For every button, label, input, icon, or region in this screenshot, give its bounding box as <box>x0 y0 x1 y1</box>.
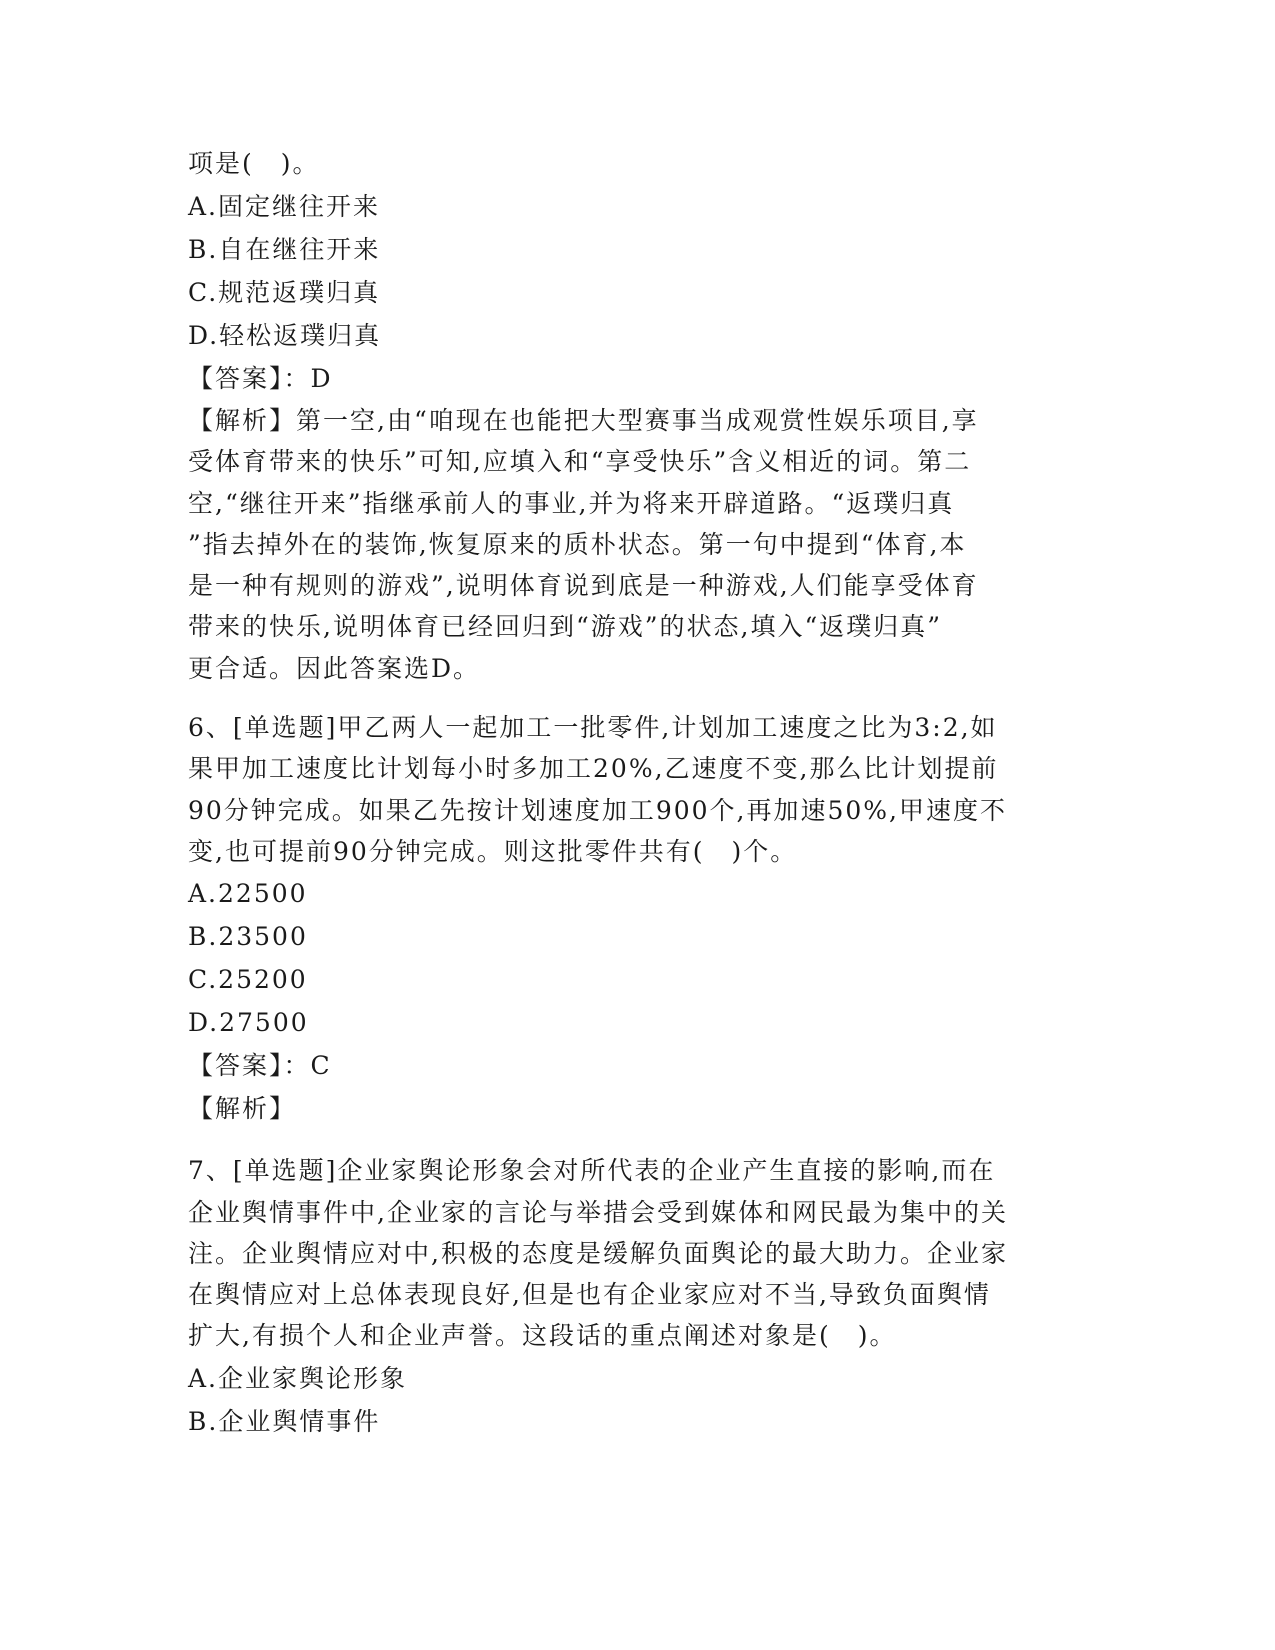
option-b: B.自在继往开来 <box>188 235 381 264</box>
analysis-line: 更合适。因此答案选D。 <box>188 653 481 683</box>
analysis-line: ”指去掉外在的装饰,恢复原来的质朴状态。第一句中提到“体育,本 <box>188 529 967 559</box>
analysis-line: 受体育带来的快乐”可知,应填入和“享受快乐”含义相近的词。第二 <box>188 447 972 477</box>
answer-line: 【答案】：D <box>188 364 333 393</box>
option-c: C.规范返璞归真 <box>188 278 381 307</box>
question-stem-line: 在舆情应对上总体表现良好,但是也有企业家应对不当,导致负面舆情 <box>188 1280 991 1310</box>
option-b: B.企业舆情事件 <box>188 1406 381 1436</box>
option-a: A.22500 <box>188 879 308 909</box>
option-d: D.轻松返璞归真 <box>188 321 382 350</box>
option-b: B.23500 <box>188 922 308 952</box>
question-7 <box>188 1150 1068 1442</box>
analysis-block <box>188 400 1068 689</box>
analysis-label: 【解析】 <box>188 1094 297 1124</box>
option-a: A.固定继往开来 <box>188 192 381 221</box>
question-stem-line: 果甲加工速度比计划每小时多加工20%,乙速度不变,那么比计划提前 <box>188 754 999 784</box>
question-stem-line: 变,也可提前90分钟完成。则这批零件共有( )个。 <box>188 836 798 866</box>
question-6 <box>188 707 1068 1130</box>
question-stem-tail: 项是( )。 <box>188 149 320 178</box>
document-content <box>188 142 1068 1443</box>
analysis-line: 空,“继往开来”指继承前人的事业,并为将来开辟道路。“返璞归真 <box>188 488 955 518</box>
question-5 <box>188 142 1068 689</box>
question-stem-line: 90分钟完成。如果乙先按计划速度加工900个,再加速50%,甲速度不 <box>188 795 1007 825</box>
analysis-line: 带来的快乐,说明体育已经回归到“游戏”的状态,填入“返璞归真” <box>188 612 943 642</box>
answer-line: 【答案】：C <box>188 1051 332 1081</box>
question-stem-line: 扩大,有损个人和企业声誉。这段话的重点阐述对象是( )。 <box>188 1321 897 1351</box>
question-stem-line: 企业舆情事件中,企业家的言论与举措会受到媒体和网民最为集中的关 <box>188 1197 1008 1227</box>
option-d: D.27500 <box>188 1008 309 1038</box>
question-stem-line: 7、[单选题]企业家舆论形象会对所代表的企业产生直接的影响,而在 <box>188 1156 996 1186</box>
question-stem-line: 6、[单选题]甲乙两人一起加工一批零件,计划加工速度之比为3:2,如 <box>188 713 998 743</box>
option-c: C.25200 <box>188 965 308 995</box>
option-a: A.企业家舆论形象 <box>188 1363 408 1393</box>
analysis-line: 【解析】第一空,由“咱现在也能把大型赛事当成观赏性娱乐项目,享 <box>188 406 979 435</box>
question-stem-line: 注。企业舆情应对中,积极的态度是缓解负面舆论的最大助力。企业家 <box>188 1238 1008 1268</box>
analysis-line: 是一种有规则的游戏”,说明体育说到底是一种游戏,人们能享受体育 <box>188 571 979 601</box>
